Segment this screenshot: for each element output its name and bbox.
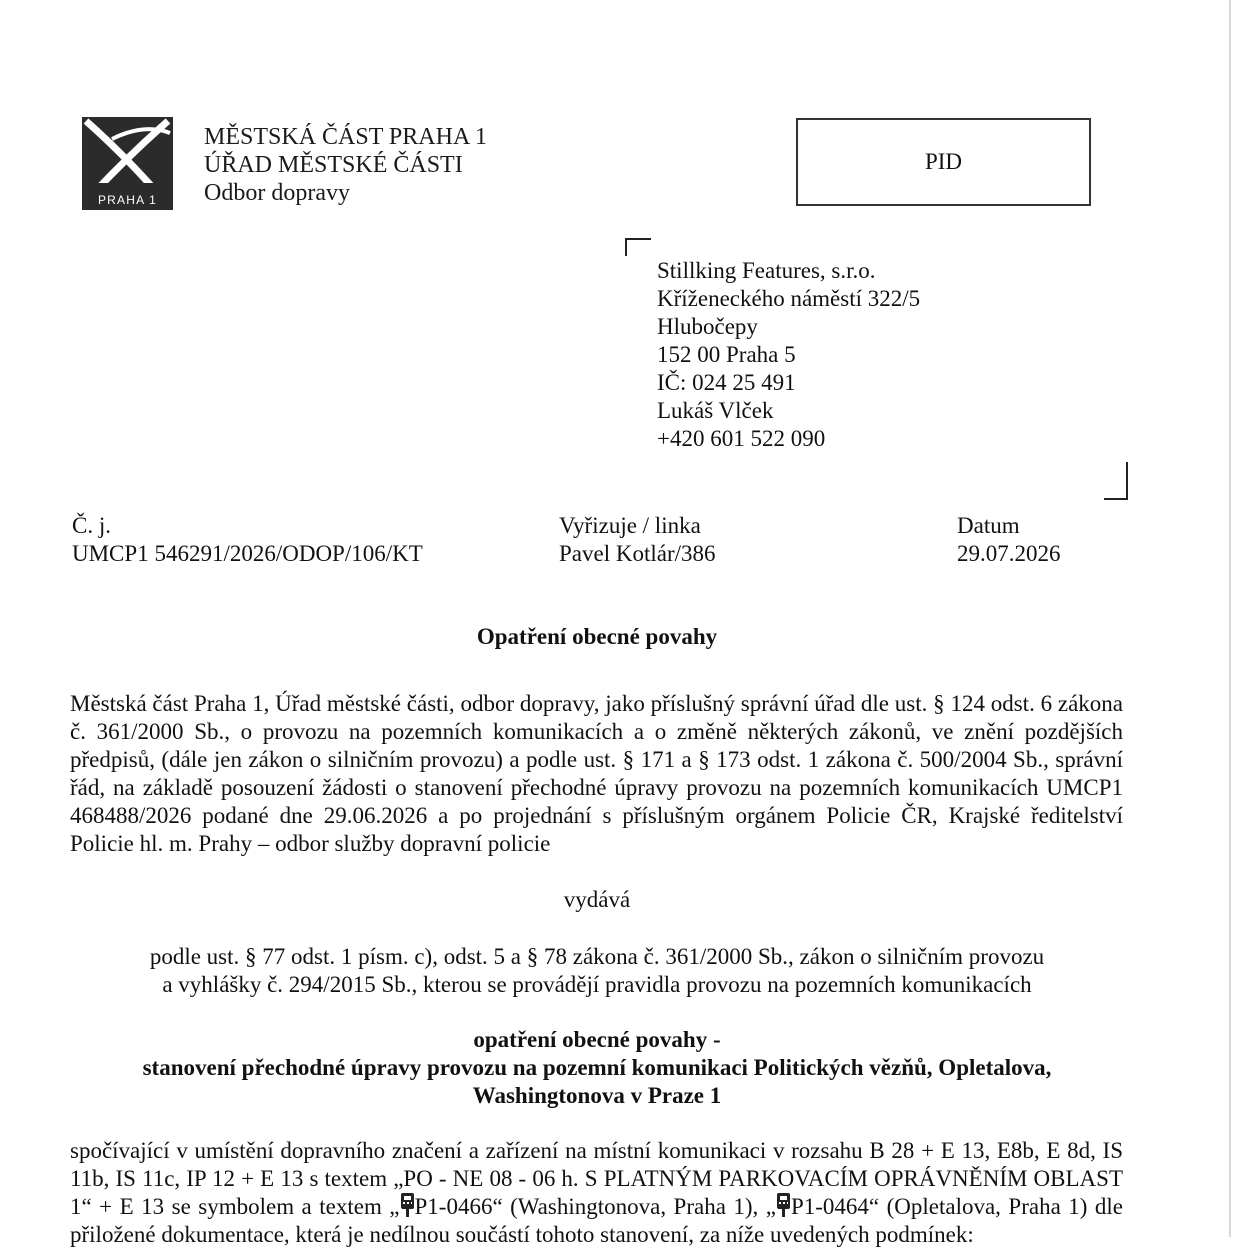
document-title: Opatření obecné povahy — [476, 624, 718, 649]
handler-value: Pavel Kotlár/386 — [559, 541, 716, 566]
org-line-3: Odbor dopravy — [204, 180, 350, 206]
detail-text-part-2: P1-0466“ (Washingtonova, Praha 1), „ — [414, 1194, 776, 1219]
org-line-2: ÚŘAD MĚSTSKÉ ČÁSTI — [204, 152, 463, 178]
recipient-address — [657, 257, 920, 453]
intro-paragraph: Městská část Praha 1, Úřad městské části, odbor dopravy, jako příslušný správní úřad dle ust. § 124 odst. 6 zákona č. 361/2000 Sb., o provozu na pozemních komunikacích a o změně některých zákonů, ve znění pozdějších předpisů, (dále jen zákon o silničním provozu) a podle ust. § 171 a § 173 odst. 1 zákona č. 500/2004 Sb., správní řád, na základě posouzení žádosti o stanovení přechodné úpravy provozu na pozemních komunikacích UMCP1 468488/2026 podané dne 29.06.2026 a po projednání s příslušným orgánem Policie ČR, Krajské ředitelství Policie hl. m. Prahy – odbor služby dopravní policie — [70, 691, 1123, 856]
address-corner-mark-bottom — [1104, 462, 1128, 500]
recipient-line: 152 00 Praha 5 — [657, 342, 796, 367]
issues-word: vydává — [563, 887, 631, 912]
measure-subject — [0, 1026, 1194, 1110]
subject-line-2: stanovení přechodné úpravy provozu na pozemní komunikaci Politických vězňů, Opletalova, — [142, 1055, 1052, 1080]
reference-label: Č. j. — [72, 513, 111, 538]
handler-info — [559, 512, 716, 568]
measure-detail-paragraph — [70, 1137, 1123, 1249]
legal-basis — [0, 943, 1194, 999]
pid-label: PID — [924, 149, 963, 174]
praha1-logo — [82, 117, 173, 210]
recipient-line: IČ: 024 25 491 — [657, 370, 796, 395]
recipient-line: Hlubočepy — [657, 314, 758, 339]
reference-value: UMCP1 546291/2026/ODOP/106/KT — [72, 541, 423, 566]
subject-line-1: opatření obecné povahy - — [473, 1027, 721, 1052]
logo-text: PRAHA 1 — [97, 193, 158, 207]
address-corner-mark-top — [625, 238, 651, 256]
subject-line-3: Washingtonova v Praze 1 — [472, 1083, 722, 1108]
org-line-1: MĚSTSKÁ ČÁST PRAHA 1 — [204, 124, 487, 150]
detail-text-part-1: spočívající v umístění dopravního značení a zařízení na místní komunikaci v rozsahu B 28 + E 13, E8b, E 8d, IS 11b, IS 11c, IP 12 + E 13 s textem „PO - NE 08 - 06 h. S PLATNÝM PARKOVACÍM OPRÁVNĚNÍM OBLAST 1“ + E 13 se symbolem a textem „ — [70, 1138, 1123, 1219]
page-edge-divider — [1229, 0, 1231, 1237]
recipient-line: Kříženeckého náměstí 322/5 — [657, 286, 921, 311]
pid-box — [796, 118, 1091, 206]
parking-meter-icon — [776, 1193, 791, 1217]
date-value: 29.07.2026 — [957, 541, 1061, 566]
date-label: Datum — [957, 513, 1020, 538]
issuing-office — [204, 123, 487, 207]
parking-meter-icon — [400, 1193, 415, 1217]
legal-basis-line-1: podle ust. § 77 odst. 1 písm. c), odst. 5 a § 78 zákona č. 361/2000 Sb., zákon o silničním provozu — [149, 944, 1045, 969]
recipient-line: Lukáš Vlček — [657, 398, 774, 423]
reference-number — [72, 512, 423, 568]
date-info — [957, 512, 1061, 568]
detail-text-part-3: P1-0464“ (Opletalova, Praha 1) dle přiložené dokumentace, která je nedílnou součástí tohoto stanovení, za níže uvedených podmínek: — [70, 1194, 1123, 1247]
recipient-line: Stillking Features, s.r.o. — [657, 258, 876, 283]
legal-basis-line-2: a vyhlášky č. 294/2015 Sb., kterou se provádějí pravidla provozu na pozemních komunikacích — [162, 972, 1032, 997]
recipient-line: +420 601 522 090 — [657, 426, 826, 451]
handler-label: Vyřizuje / linka — [559, 513, 701, 538]
